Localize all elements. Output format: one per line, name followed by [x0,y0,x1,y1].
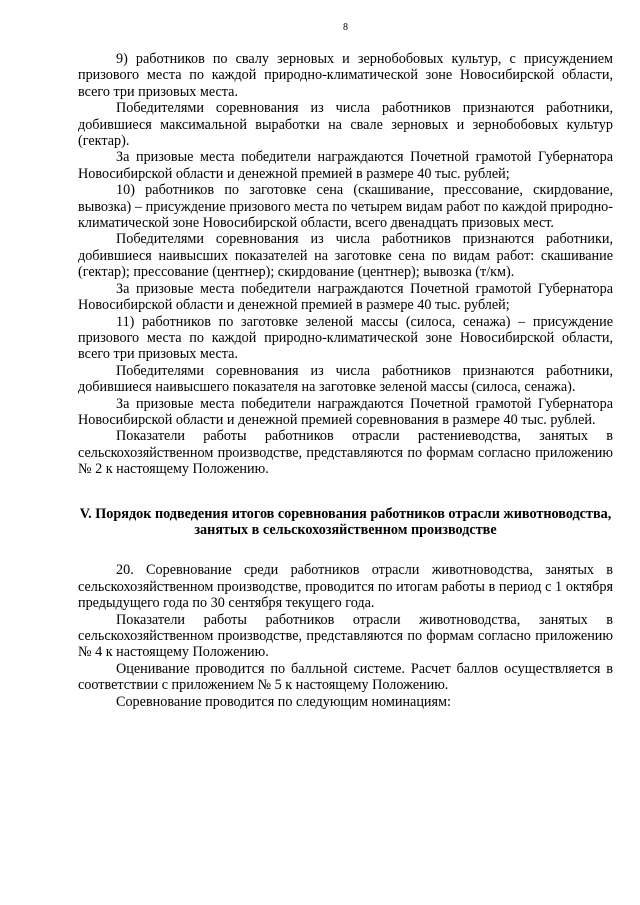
paragraph: Соревнование проводится по следующим номинациям: [116,693,451,710]
paragraph: Показатели работы работников отрасли растениеводства, занятых в сельскохозяйственном производстве, представляются по формам согласно приложению № 2 к настоящему Положению. [78,428,613,478]
paragraph: 9) работников по свалу зерновых и зернобобовых культур, с присуждением призового места по каждой природно-климатической зоне Новосибирской области, всего три призовых места. [78,51,613,100]
paragraph: 11) работников по заготовке зеленой массы (силоса, сенажа) – присуждение призового места по каждой природно-климатической зоне Новосибирской области, всего три призовых места. [78,313,613,363]
paragraph: Победителями соревнования из числа работников признаются работники, добившиеся максимальной выработки на свале зерновых и зернобобовых культур (гектар). [78,100,613,150]
section-body-after [78,562,613,710]
paragraph: Оценивание проводится по балльной системе. Расчет баллов осуществляется в соответствии с приложением № 5 к настоящему Положению. [78,660,613,694]
paragraph: Победителями соревнования из числа работников признаются работники, добившиеся наивысших показателей на заготовке сена по видам работ: скашивание (гектар); прессование (центнер); скирдование (центнер); вывозка (т/км). [78,231,613,281]
paragraph: 10) работников по заготовке сена (скашивание, прессование, скирдование, вывозка) – присуждение призового места по четырем видам работ по каждой природно-климатической зоне Новосибирской области, всего двенадцать призовых мест. [78,182,613,232]
paragraph: 20. Соревнование среди работников отрасли животноводства, занятых в сельскохозяйственном производстве, проводится по итогам работы в период с 1 октября предыдущего года по 30 сентября текущего года. [78,562,613,612]
page-number: 8 [343,22,348,33]
paragraph: За призовые места победители награждаются Почетной грамотой Губернатора Новосибирской области и денежной премией в размере 40 тыс. рублей; [78,280,613,314]
section-heading: V. Порядок подведения итогов соревнования работников отрасли животноводства, занятых в сельскохозяйственном производстве [79,505,612,538]
paragraph: За призовые места победители награждаются Почетной грамотой Губернатора Новосибирской области и денежной премией в размере 40 тыс. рублей; [78,149,613,182]
paragraph: Показатели работы работников отрасли животноводства, занятых в сельскохозяйственном производстве, представляются по формам согласно приложению № 4 к настоящему Положению. [78,611,613,661]
document-page [78,22,613,710]
section-body-before [78,51,613,478]
paragraph: За призовые места победители награждаются Почетной грамотой Губернатора Новосибирской области и денежной премией соревнования в размере 40 тыс. рублей. [78,395,613,428]
paragraph: Победителями соревнования из числа работников признаются работники, добившиеся наивысшего показателя на заготовке зеленой массы (силоса, сенажа). [78,362,613,396]
